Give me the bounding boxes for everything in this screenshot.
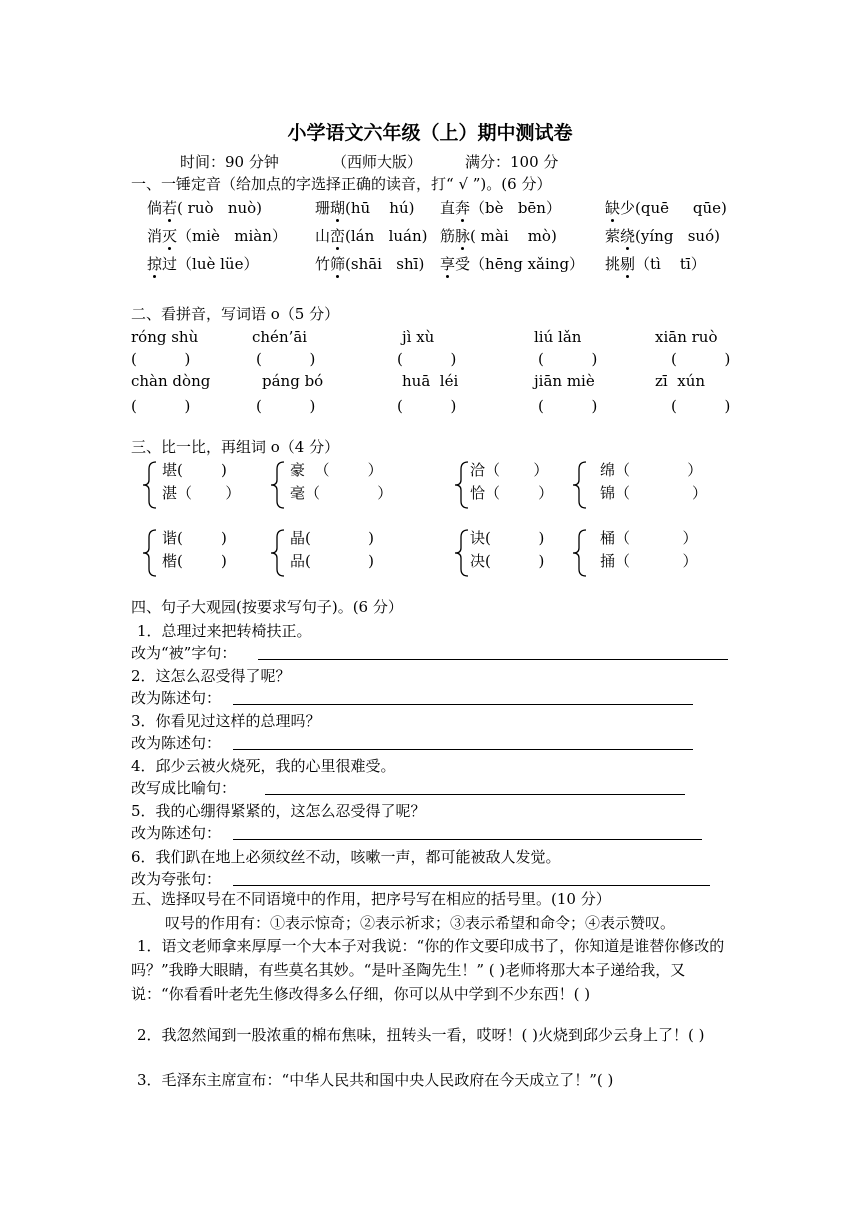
answer-blank[interactable]: ( ) — [671, 397, 731, 415]
dotted-character: 享 — [440, 255, 456, 273]
rewrite-prompt: 改为夸张句： — [131, 870, 222, 888]
pinyin-choice-item — [315, 253, 424, 275]
word-prefix: 直 — [440, 199, 456, 217]
section5-heading: 五、选择叹号在不同语境中的作用，把序号写在相应的括号里。(10 分） — [131, 890, 611, 908]
rewrite-prompt: 改为陈述句： — [131, 734, 222, 752]
pinyin-choice-item — [147, 253, 258, 275]
compare-word-entry[interactable]: 恰（ ） — [470, 484, 554, 502]
group-brace-icon — [570, 529, 594, 577]
word-prefix: 挑 — [605, 255, 621, 273]
dotted-character: 掠 — [147, 255, 163, 273]
sentence-question: 6．我们趴在地上必须纹丝不动，咳嗽一声，都可能被敌人发觉。 — [131, 848, 561, 866]
answer-blank[interactable]: ( ) — [671, 350, 731, 368]
section5-paragraph-2: 2．我忽然闻到一股浓重的棉布焦味，扭转头一看，哎呀！( )火烧到邱少云身上了！( ) — [137, 1026, 705, 1044]
pinyin-label: jì xù — [402, 328, 435, 346]
sentence-question: 4．邱少云被火烧死，我的心里很难受。 — [131, 757, 396, 775]
word-prefix: 竹 — [315, 255, 331, 273]
word-suffix: 受 — [455, 255, 471, 273]
pinyin-choice-item — [147, 225, 287, 247]
answer-blank[interactable]: ( ) — [538, 350, 598, 368]
compare-word-entry[interactable]: 绵（ ） — [600, 461, 703, 479]
pinyin-choice-item — [440, 197, 561, 219]
answer-blank[interactable]: ( ) — [538, 397, 598, 415]
section5-intro: 叹号的作用有：①表示惊奇；②表示祈求；③表示希望和命令；④表示赞叹。 — [165, 914, 676, 932]
word-prefix: 山 — [315, 227, 331, 245]
rewrite-prompt: 改为“被”字句： — [131, 644, 237, 662]
pinyin-label: chàn dòng — [131, 372, 211, 390]
word-prefix: 珊 — [315, 199, 331, 217]
group-brace-icon — [268, 529, 292, 577]
sentence-question: 2．这怎么忍受得了呢？ — [131, 667, 291, 685]
word-suffix: 过 — [162, 255, 178, 273]
pronunciation-options[interactable]: ( ruò nuò) — [177, 199, 263, 217]
compare-word-entry[interactable]: 晶( ) — [290, 529, 374, 547]
compare-word-entry[interactable]: 桶（ ） — [600, 529, 698, 547]
section4-heading: 四、句子大观园(按要求写句子)。(6 分） — [131, 598, 403, 616]
pronunciation-options[interactable]: ( mài mò) — [470, 227, 557, 245]
compare-word-entry[interactable]: 捅（ ） — [600, 552, 698, 570]
pinyin-label: róng shù — [131, 328, 199, 346]
pinyin-choice-item — [147, 197, 262, 219]
pinyin-label: huā léi — [402, 372, 459, 390]
rewrite-prompt: 改为陈述句： — [131, 689, 222, 707]
compare-word-entry[interactable]: 品( ) — [290, 552, 374, 570]
word-suffix: 少 — [620, 199, 636, 217]
pronunciation-options[interactable]: （tì tī） — [635, 255, 706, 273]
pronunciation-options[interactable]: (quē qūe) — [635, 199, 727, 217]
section1-heading: 一、一锤定音（给加点的字选择正确的读音，打“ √ ”)。(6 分） — [131, 175, 552, 193]
answer-line[interactable] — [233, 839, 702, 840]
dotted-character: 脉 — [455, 227, 471, 245]
sentence-question: 1．总理过来把转椅扶正。 — [137, 622, 312, 640]
compare-word-entry[interactable]: 诀( ) — [470, 529, 545, 547]
pinyin-label: xiān ruò — [655, 328, 718, 346]
section2-heading: 二、看拼音，写词语 o（5 分） — [131, 305, 340, 323]
answer-blank[interactable]: ( ) — [397, 397, 457, 415]
pinyin-choice-item — [605, 197, 727, 219]
dotted-character: 缺 — [605, 199, 621, 217]
pronunciation-options[interactable]: (lán luán) — [345, 227, 428, 245]
answer-line[interactable] — [233, 704, 693, 705]
pronunciation-options[interactable]: （luè lüe） — [177, 255, 259, 273]
dotted-character: 灭 — [162, 227, 178, 245]
compare-word-entry[interactable]: 楷( ) — [162, 552, 227, 570]
pinyin-choice-item — [440, 253, 584, 275]
pronunciation-options[interactable]: （hēng xǎing） — [470, 255, 585, 273]
pinyin-label: liú lǎn — [534, 328, 582, 346]
section5-paragraph-1: 1．语文老师拿来厚厚一个大本子对我说：“你的作文要印成书了，你知道是谁替你修改的吗？”我睁大眼睛，有些莫名其妙。“是叶圣陶先生！” ( )老师将那大本子递给我，又说：“你看看叶老先生修改得多么仔细，你可以从中学到不少东西！( ) — [131, 937, 725, 1003]
pinyin-label: páng bó — [262, 372, 324, 390]
word-prefix: 倘 — [147, 199, 163, 217]
compare-word-entry[interactable]: 锦（ ） — [600, 484, 707, 502]
word-prefix: 消 — [147, 227, 163, 245]
dotted-character: 绕 — [620, 227, 636, 245]
section5-paragraph-3: 3．毛泽东主席宣布：“中华人民共和国中央人民政府在今天成立了！”( ) — [137, 1071, 614, 1089]
answer-blank[interactable]: ( ) — [256, 397, 316, 415]
answer-line[interactable] — [265, 794, 685, 795]
compare-word-entry[interactable]: 决( ) — [470, 552, 545, 570]
pinyin-choice-item — [440, 225, 557, 247]
compare-word-entry[interactable]: 豪 （ ） — [290, 461, 383, 479]
group-brace-icon — [140, 529, 164, 577]
pronunciation-options[interactable]: (hū hú) — [345, 199, 415, 217]
dotted-character: 奔 — [455, 199, 471, 217]
pinyin-choice-item — [315, 225, 428, 247]
rewrite-prompt: 改为陈述句： — [131, 824, 222, 842]
compare-word-entry[interactable]: 毫（ ） — [290, 484, 393, 502]
pinyin-label: chén’āi — [252, 328, 308, 346]
pinyin-choice-item — [605, 225, 720, 247]
pinyin-label: zī xún — [655, 372, 706, 390]
pronunciation-options[interactable]: (yíng suó) — [635, 227, 720, 245]
pronunciation-options[interactable]: （miè miàn） — [177, 227, 287, 245]
pronunciation-options[interactable]: （bè bēn） — [470, 199, 561, 217]
compare-word-entry[interactable]: 谐( ) — [162, 529, 227, 547]
compare-word-entry[interactable]: 洽（ ） — [470, 461, 549, 479]
word-prefix: 萦 — [605, 227, 621, 245]
dotted-character: 若 — [162, 199, 178, 217]
rewrite-prompt: 改写成比喻句： — [131, 779, 237, 797]
answer-blank[interactable]: ( ) — [131, 350, 191, 368]
section3-heading: 三、比一比，再组词 o（4 分） — [131, 438, 340, 456]
dotted-character: 剔 — [620, 255, 636, 273]
pinyin-choice-item — [605, 253, 706, 275]
group-brace-icon — [268, 461, 292, 509]
pinyin-choice-item — [315, 197, 414, 219]
answer-blank[interactable]: ( ) — [131, 397, 191, 415]
exam-score: 满分：100 分 — [465, 153, 559, 171]
dotted-character: 峦 — [330, 227, 346, 245]
sentence-question: 5．我的心绷得紧紧的，这怎么忍受得了呢？ — [131, 802, 426, 820]
group-brace-icon — [570, 461, 594, 509]
pronunciation-options[interactable]: (shāi shī) — [345, 255, 425, 273]
compare-word-entry[interactable]: 堪( ) — [162, 461, 227, 479]
exam-time: 时间：90 分钟 — [180, 153, 279, 171]
dotted-character: 瑚 — [330, 199, 346, 217]
group-brace-icon — [140, 461, 164, 509]
exam-edition: （西师大版） — [332, 153, 423, 171]
answer-blank[interactable]: ( ) — [256, 350, 316, 368]
compare-word-entry[interactable]: 湛（ ） — [162, 484, 241, 502]
word-prefix: 筋 — [440, 227, 456, 245]
pinyin-label: jiān miè — [534, 372, 595, 390]
answer-blank[interactable]: ( ) — [397, 350, 457, 368]
answer-line[interactable] — [233, 885, 710, 886]
page-title: 小学语文六年级（上）期中测试卷 — [287, 122, 573, 144]
answer-line[interactable] — [258, 659, 728, 660]
dotted-character: 筛 — [330, 255, 346, 273]
sentence-question: 3．你看见过这样的总理吗？ — [131, 712, 321, 730]
answer-line[interactable] — [233, 749, 693, 750]
